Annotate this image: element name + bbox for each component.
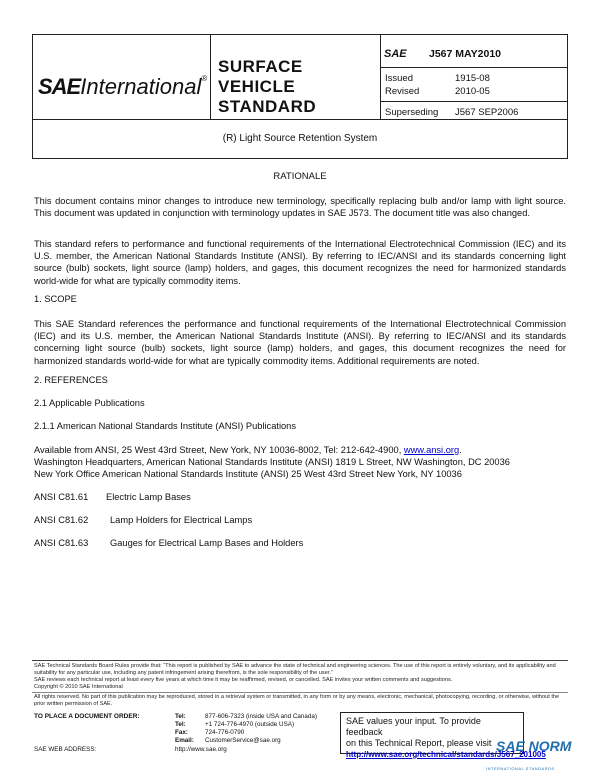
- issued-label: Issued: [385, 73, 413, 84]
- reference-item-code: ANSI C81.61: [34, 492, 89, 502]
- rationale-paragraph-1: This document contains minor changes to introduce new terminology, specifically replacing bulb and/or lamp with light source. This document was updated in conjunction with terminology updates in SAE J573. The document title was also changed.: [34, 196, 566, 219]
- header-divider: [210, 34, 211, 120]
- tel-value: 877-606-7323 (inside USA and Canada): [205, 713, 318, 720]
- feedback-line-2: on this Technical Report, please visit: [346, 738, 492, 748]
- tel2-value: +1 724-776-4970 (outside USA): [205, 721, 295, 728]
- email-label: Email:: [175, 737, 194, 744]
- sae-international-logo: SAEInternational®: [38, 74, 208, 99]
- scope-heading: 1. SCOPE: [34, 294, 77, 304]
- availability-line-3: New York Office American National Standards Institute (ANSI) 25 West 43rd Street New York, NY 10036: [34, 469, 462, 479]
- revised-label: Revised: [385, 86, 420, 97]
- reference-item-code: ANSI C81.62: [34, 515, 89, 525]
- applicable-publications-heading: 2.1 Applicable Publications: [34, 398, 145, 408]
- header-rule: [380, 101, 568, 102]
- web-label: SAE WEB ADDRESS:: [34, 746, 97, 753]
- availability-line-2: Washington Headquarters, American National Standards Institute (ANSI) 1819 L Street, NW Washington, DC 20036: [34, 457, 510, 467]
- tel-label: Tel:: [175, 713, 186, 720]
- availability-line-1: [34, 445, 462, 455]
- reference-item-code: ANSI C81.63: [34, 538, 89, 548]
- feedback-link[interactable]: http://www.sae.org/technical/standards/J567_201005: [346, 750, 546, 759]
- issued-value: 1915-08: [455, 73, 490, 84]
- standard-type: SURFACE VEHICLE STANDARD: [218, 57, 317, 116]
- header-divider: [380, 34, 381, 120]
- document-number: J567 MAY2010: [429, 48, 502, 60]
- references-heading: 2. REFERENCES: [34, 375, 108, 385]
- footer-legal-2: SAE reviews each technical report at least every five years at which time it may be reaffirmed, revised, or cancelled. SAE invites your written comments and suggestions.: [34, 677, 453, 683]
- feedback-line-1: SAE values your input. To provide feedback: [346, 716, 481, 737]
- rationale-heading: RATIONALE: [273, 171, 327, 182]
- ansi-publications-heading: 2.1.1 American National Standards Institute (ANSI) Publications: [34, 421, 296, 431]
- footer-copyright: Copyright © 2010 SAE International: [34, 684, 123, 690]
- reference-item-desc: Lamp Holders for Electrical Lamps: [110, 515, 253, 525]
- revised-value: 2010-05: [455, 86, 490, 97]
- availability-text: Available from ANSI, 25 West 43rd Street, New York, NY 10036-8002, Tel: 212-642-4900,: [34, 445, 404, 455]
- scope-paragraph: This SAE Standard references the performance and functional requirements of the International Electrotechnical Commission (IEC) and its U.S. member, the American National Standards Institute (ANSI). By referring to IEC/ANSI and its standards concerning light source (bulb) sockets, light source (lamp) holders, and gages, this document recognizes the need for harmonized standards world-wide for what are typically commodity items. Additional requirements are noted.: [34, 319, 566, 366]
- footer-rule: [32, 692, 568, 693]
- superseding-label: Superseding: [385, 107, 439, 118]
- fax-value: 724-776-0790: [205, 729, 245, 736]
- watermark: SAE NORM: [496, 738, 572, 754]
- ansi-link[interactable]: www.ansi.org: [403, 445, 460, 455]
- web-value[interactable]: http://www.sae.org: [175, 746, 227, 753]
- rationale-paragraph-2: This standard refers to performance and functional requirements of the International Electrotechnical Commission (IEC) and its U.S. member, the American National Standards Institute (ANSI). By referring to IEC/ANSI and its standards concerning light source (bulb) sockets, light source (lamp) holders, and gages, this document recognizes the need for harmonized standards world-wide for what are typically commodity items.: [34, 239, 566, 286]
- reference-item-desc: Electric Lamp Bases: [106, 492, 191, 502]
- sae-mark: SAE: [384, 48, 407, 60]
- availability-period: .: [459, 445, 462, 455]
- footer-legal-1: SAE Technical Standards Board Rules provide that: “This report is published by SAE to advance the state of technical and engineering sciences. The use of this report is entirely voluntary, and its applicability and suitability for any particular use, including any patent infringement arising therefrom, is the sole responsibility of the user.”: [34, 663, 556, 676]
- superseding-value: J567 SEP2006: [455, 107, 519, 118]
- header-rule: [380, 67, 568, 68]
- document-title: (R) Light Source Retention System: [222, 133, 378, 144]
- footer-legal-3: All rights reserved. No part of this publication may be reproduced, stored in a retrieval system or transmitted, in any form or by any means, electronic, mechanical, photocopying, recording, or otherwise, without the prior written permission of SAE.: [34, 694, 560, 707]
- email-value[interactable]: CustomerService@sae.org: [205, 737, 281, 744]
- footer-rule: [32, 660, 568, 661]
- reference-item-desc: Gauges for Electrical Lamp Bases and Holders: [110, 538, 304, 548]
- watermark-subtitle: INTERNATIONAL STANDARDS: [486, 766, 555, 771]
- fax-label: Fax:: [175, 729, 188, 736]
- order-label: TO PLACE A DOCUMENT ORDER:: [34, 713, 140, 720]
- tel2-label: Tel:: [175, 721, 186, 728]
